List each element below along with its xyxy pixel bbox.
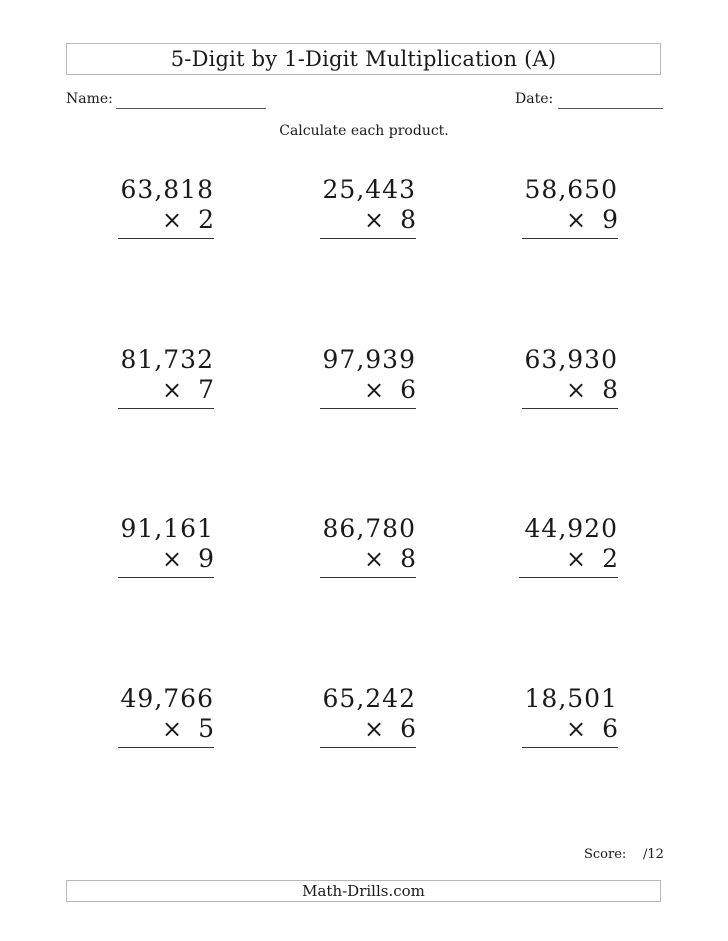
multiplicand: 81,732 xyxy=(120,345,214,374)
worksheet-title: 5-Digit by 1-Digit Multiplication (A) xyxy=(66,43,661,75)
multiplier-line xyxy=(162,714,214,744)
multiply-sign: × xyxy=(565,376,587,404)
date-label: Date: xyxy=(515,91,554,107)
problem xyxy=(118,175,214,237)
multiplier: 6 xyxy=(400,375,416,404)
multiplier: 6 xyxy=(400,714,416,743)
multiplier: 8 xyxy=(400,205,416,234)
multiplier: 9 xyxy=(602,205,618,234)
answer-line[interactable] xyxy=(522,747,618,748)
multiplier: 8 xyxy=(602,375,618,404)
problem xyxy=(522,345,618,407)
problem xyxy=(320,684,416,746)
multiply-sign: × xyxy=(363,376,385,404)
multiplicand: 65,242 xyxy=(322,684,416,713)
multiplier: 9 xyxy=(198,544,214,573)
date-field[interactable] xyxy=(558,108,663,109)
multiplier: 8 xyxy=(400,544,416,573)
multiplier: 6 xyxy=(602,714,618,743)
problem xyxy=(519,514,618,576)
multiplier-line xyxy=(162,544,214,574)
score-total: /12 xyxy=(643,847,664,862)
multiply-sign: × xyxy=(363,206,385,234)
multiplier: 2 xyxy=(602,544,618,573)
name-field[interactable] xyxy=(116,108,266,109)
multiply-sign: × xyxy=(565,206,587,234)
answer-line[interactable] xyxy=(320,238,416,239)
problem xyxy=(118,514,214,576)
multiplier-line xyxy=(566,375,618,405)
problem xyxy=(522,175,618,237)
problem xyxy=(118,684,214,746)
problem xyxy=(320,175,416,237)
answer-line[interactable] xyxy=(320,747,416,748)
multiplier: 5 xyxy=(198,714,214,743)
multiplicand: 25,443 xyxy=(322,175,416,204)
answer-line[interactable] xyxy=(118,408,214,409)
multiply-sign: × xyxy=(161,376,183,404)
multiplicand: 49,766 xyxy=(120,684,214,713)
multiplicand: 91,161 xyxy=(120,514,214,543)
multiply-sign: × xyxy=(161,206,183,234)
instructions: Calculate each product. xyxy=(279,123,449,139)
multiplier-line xyxy=(566,544,618,574)
answer-line[interactable] xyxy=(118,577,214,578)
multiply-sign: × xyxy=(363,545,385,573)
multiplier-line xyxy=(162,375,214,405)
multiplicand: 86,780 xyxy=(322,514,416,543)
multiplier-line xyxy=(364,205,416,235)
problem xyxy=(320,345,416,407)
multiplicand: 58,650 xyxy=(524,175,618,204)
multiplicand: 63,930 xyxy=(524,345,618,374)
answer-line[interactable] xyxy=(118,747,214,748)
answer-line[interactable] xyxy=(320,408,416,409)
name-label: Name: xyxy=(66,91,113,107)
multiplier: 2 xyxy=(198,205,214,234)
multiply-sign: × xyxy=(565,545,587,573)
multiplicand: 18,501 xyxy=(524,684,618,713)
multiplier-line xyxy=(566,714,618,744)
multiplicand: 44,920 xyxy=(524,514,618,543)
problem xyxy=(118,345,214,407)
answer-line[interactable] xyxy=(522,408,618,409)
multiplier-line xyxy=(566,205,618,235)
multiplier-line xyxy=(364,714,416,744)
site-footer: Math-Drills.com xyxy=(66,880,661,902)
multiplier-line xyxy=(162,205,214,235)
answer-line[interactable] xyxy=(522,238,618,239)
multiply-sign: × xyxy=(565,715,587,743)
multiply-sign: × xyxy=(161,715,183,743)
multiplier: 7 xyxy=(198,375,214,404)
answer-line[interactable] xyxy=(519,577,618,578)
problem xyxy=(522,684,618,746)
multiplicand: 63,818 xyxy=(120,175,214,204)
score-label: Score: xyxy=(584,847,627,862)
multiplier-line xyxy=(364,375,416,405)
problem xyxy=(320,514,416,576)
multiply-sign: × xyxy=(161,545,183,573)
multiplier-line xyxy=(364,544,416,574)
answer-line[interactable] xyxy=(118,238,214,239)
multiplicand: 97,939 xyxy=(322,345,416,374)
multiply-sign: × xyxy=(363,715,385,743)
answer-line[interactable] xyxy=(320,577,416,578)
